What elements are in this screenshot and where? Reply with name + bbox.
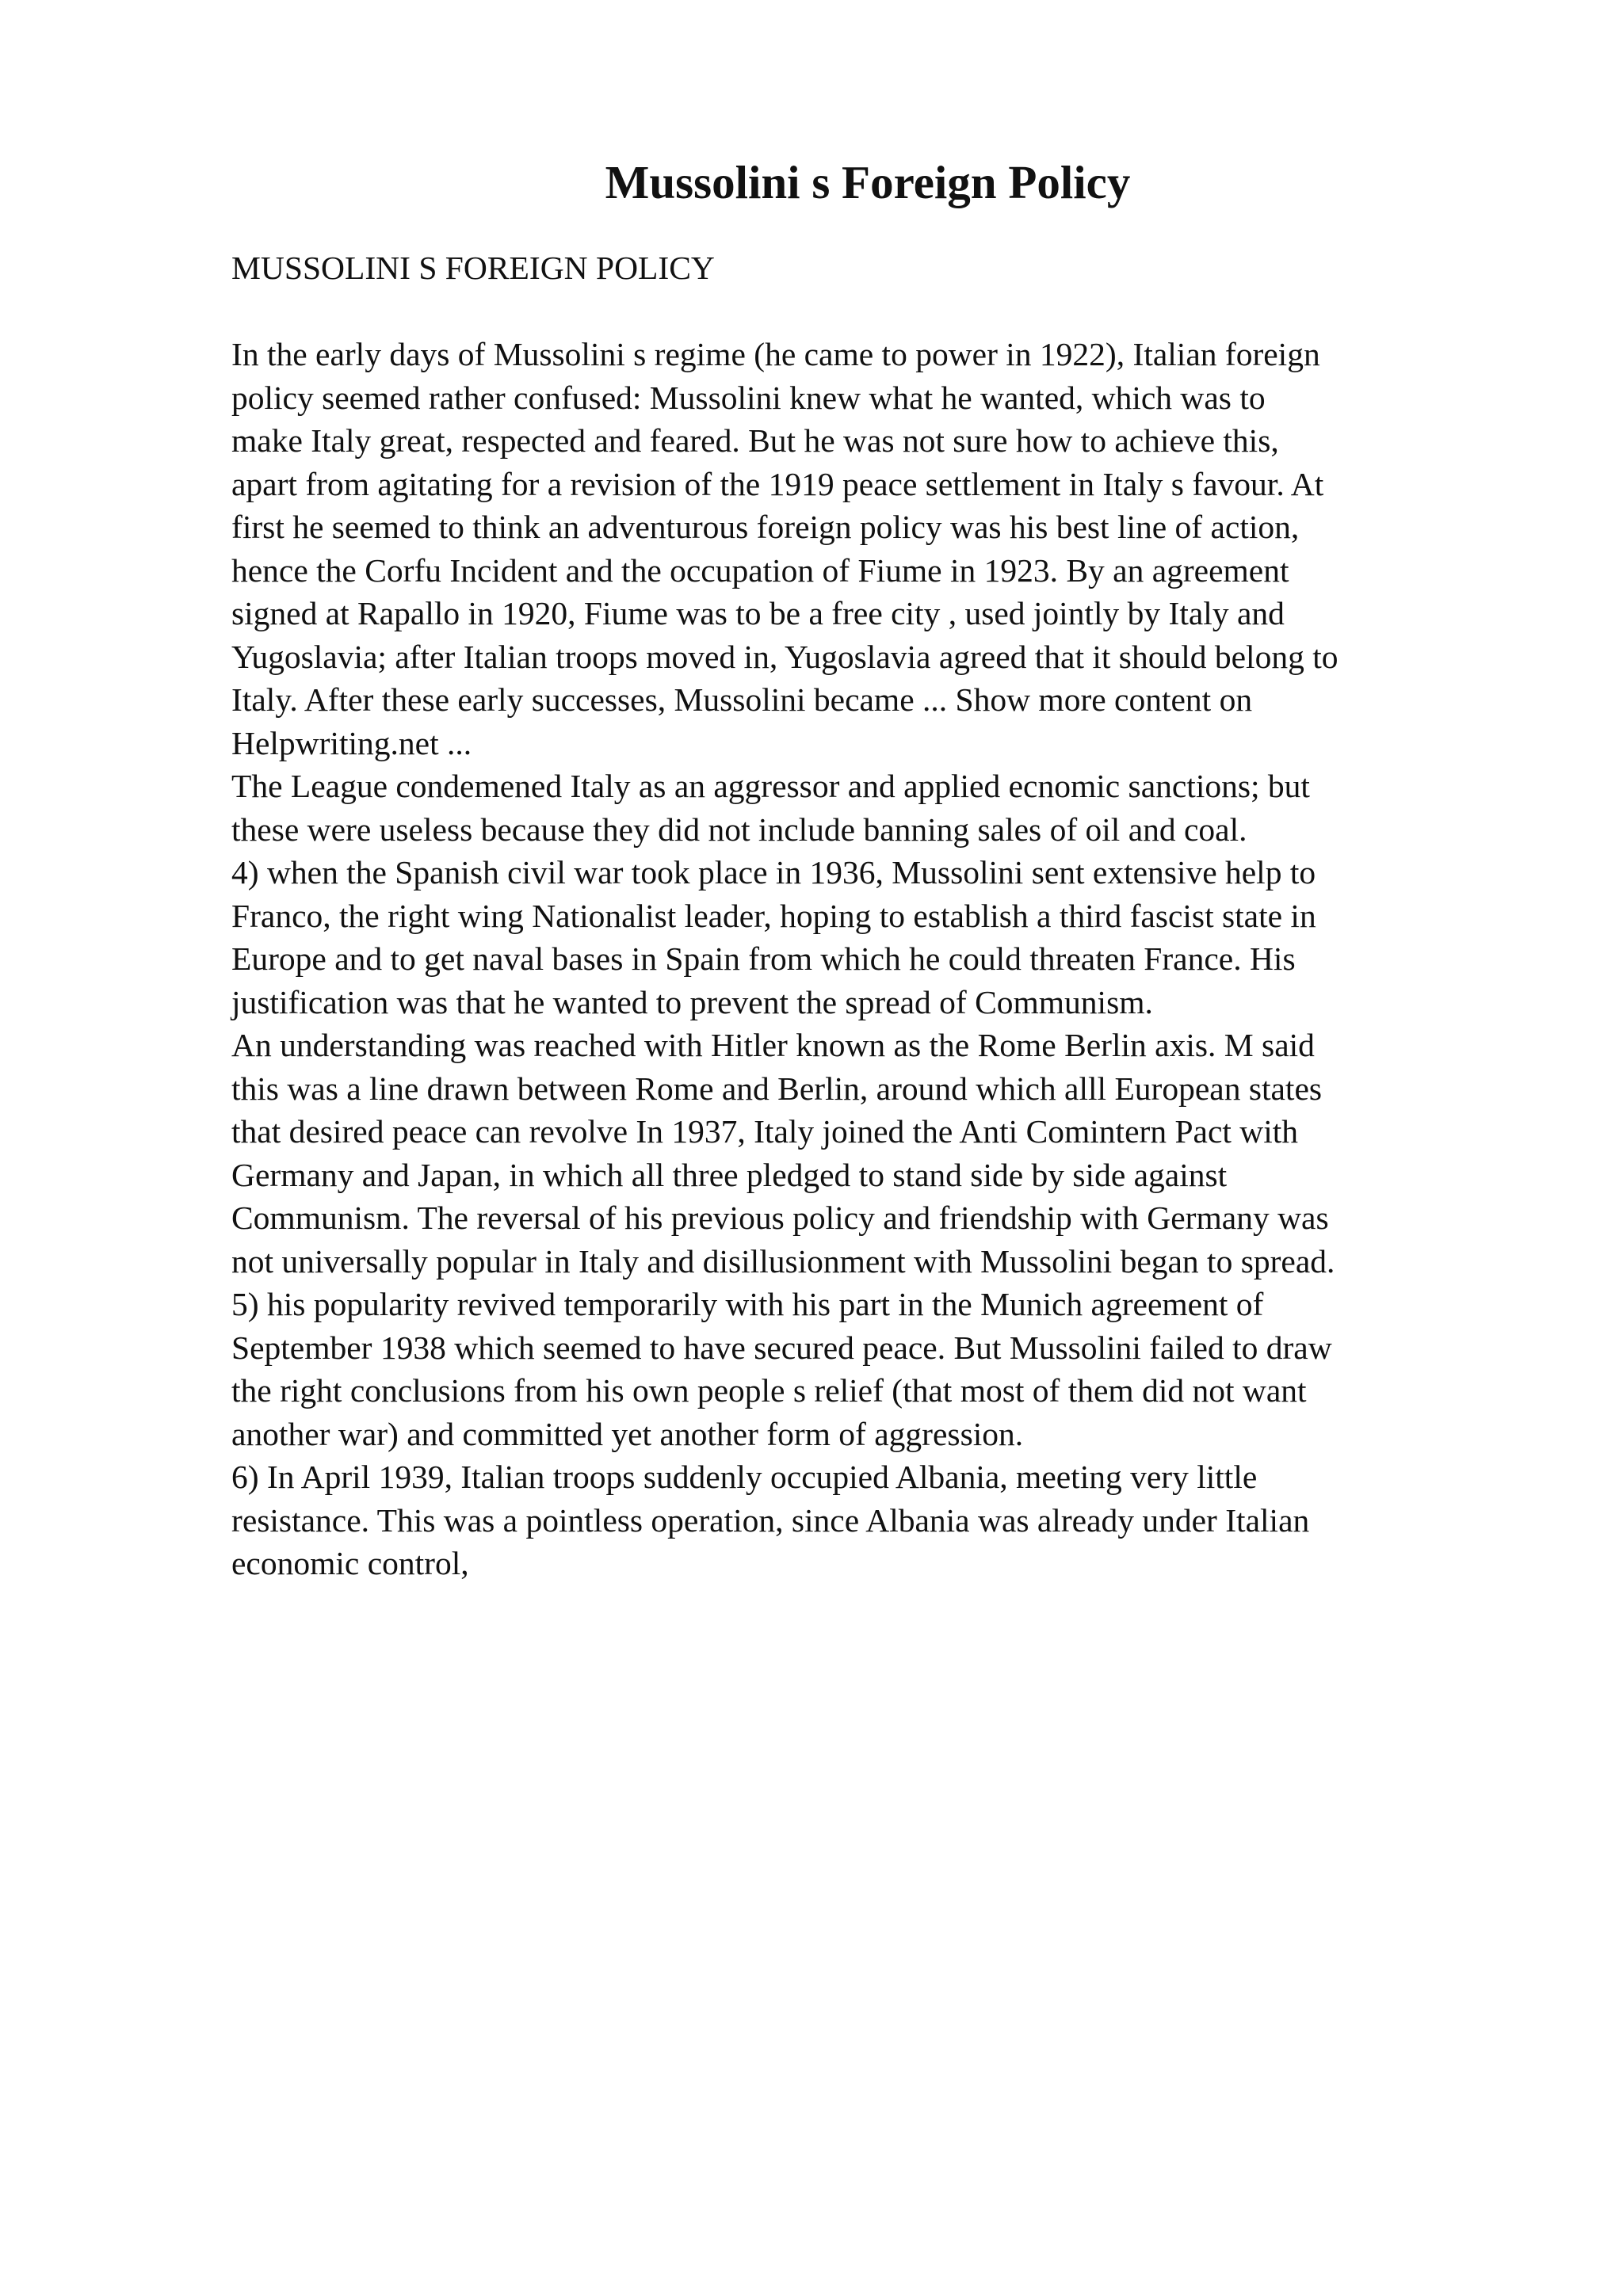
text-line: The League condemened Italy as an aggressor and applied ecnomic sanctions; but [231,768,1310,804]
text-line: Germany and Japan, in which all three pledged to stand side by side against [231,1156,1228,1193]
text-line: Communism. The reversal of his previous policy and friendship with Germany was [231,1199,1329,1236]
text-line: the right conclusions from his own people s relief (that most of them did not want [231,1372,1307,1409]
text-line: 5) his popularity revived temporarily with his part in the Munich agreement of [231,1286,1264,1322]
text-line: 4) when the Spanish civil war took place in 1936, Mussolini sent extensive help to [231,854,1316,891]
text-line: make Italy great, respected and feared. But he was not sure how to achieve this, [231,422,1279,459]
text-line: not universally popular in Italy and disillusionment with Mussolini began to spread. [231,1242,1335,1280]
text-line: first he seemed to think an adventurous foreign policy was his best line of action, [231,509,1300,545]
text-line: An understanding was reached with Hitler known as the Rome Berlin axis. M said [231,1027,1315,1063]
document-title: Mussolini s Foreign Policy [605,156,1131,208]
document-body [231,246,1499,1585]
text-line: apart from agitating for a revision of the 1919 peace settlement in Italy s favour. At [231,465,1324,502]
text-line: Helpwriting.net ... [231,724,472,761]
text-line: another war) and committed yet another form of aggression. [231,1415,1024,1452]
text-line: economic control, [231,1545,469,1581]
text-line: Franco, the right wing Nationalist leader, hoping to establish a third fascist state in [231,897,1316,934]
text-line: September 1938 which seemed to have secured peace. But Mussolini failed to draw [231,1329,1332,1366]
text-line: Europe and to get naval bases in Spain from which he could threaten France. His [231,940,1296,977]
text-line: resistance. This was a pointless operation, since Albania was already under Italian [231,1501,1310,1539]
text-line: 6) In April 1939, Italian troops suddenly occupied Albania, meeting very little [231,1459,1258,1495]
text-line: these were useless because they did not include banning sales of oil and coal. [231,810,1247,848]
text-line: this was a line drawn between Rome and Berlin, around which alll European states [231,1070,1323,1107]
text-line: justification was that he wanted to prevent the spread of Communism. [231,983,1153,1020]
document-subtitle: MUSSOLINI S FOREIGN POLICY [231,250,715,286]
text-line: Italy. After these early successes, Mussolini became ... Show more content on [231,681,1253,718]
text-line: signed at Rapallo in 1920, Fiume was to be a free city , used jointly by Italy and [231,595,1285,631]
text-line: policy seemed rather confused: Mussolini knew what he wanted, which was to [231,379,1266,416]
text-line: In the early days of Mussolini s regime (he came to power in 1922), Italian foreign [231,336,1320,372]
text-line: Yugoslavia; after Italian troops moved in, Yugoslavia agreed that it should belong to [231,638,1338,675]
body-text [231,333,1499,1585]
text-line: hence the Corfu Incident and the occupation of Fiume in 1923. By an agreement [231,551,1289,589]
text-line: that desired peace can revolve In 1937, Italy joined the Anti Comintern Pact with [231,1113,1299,1150]
